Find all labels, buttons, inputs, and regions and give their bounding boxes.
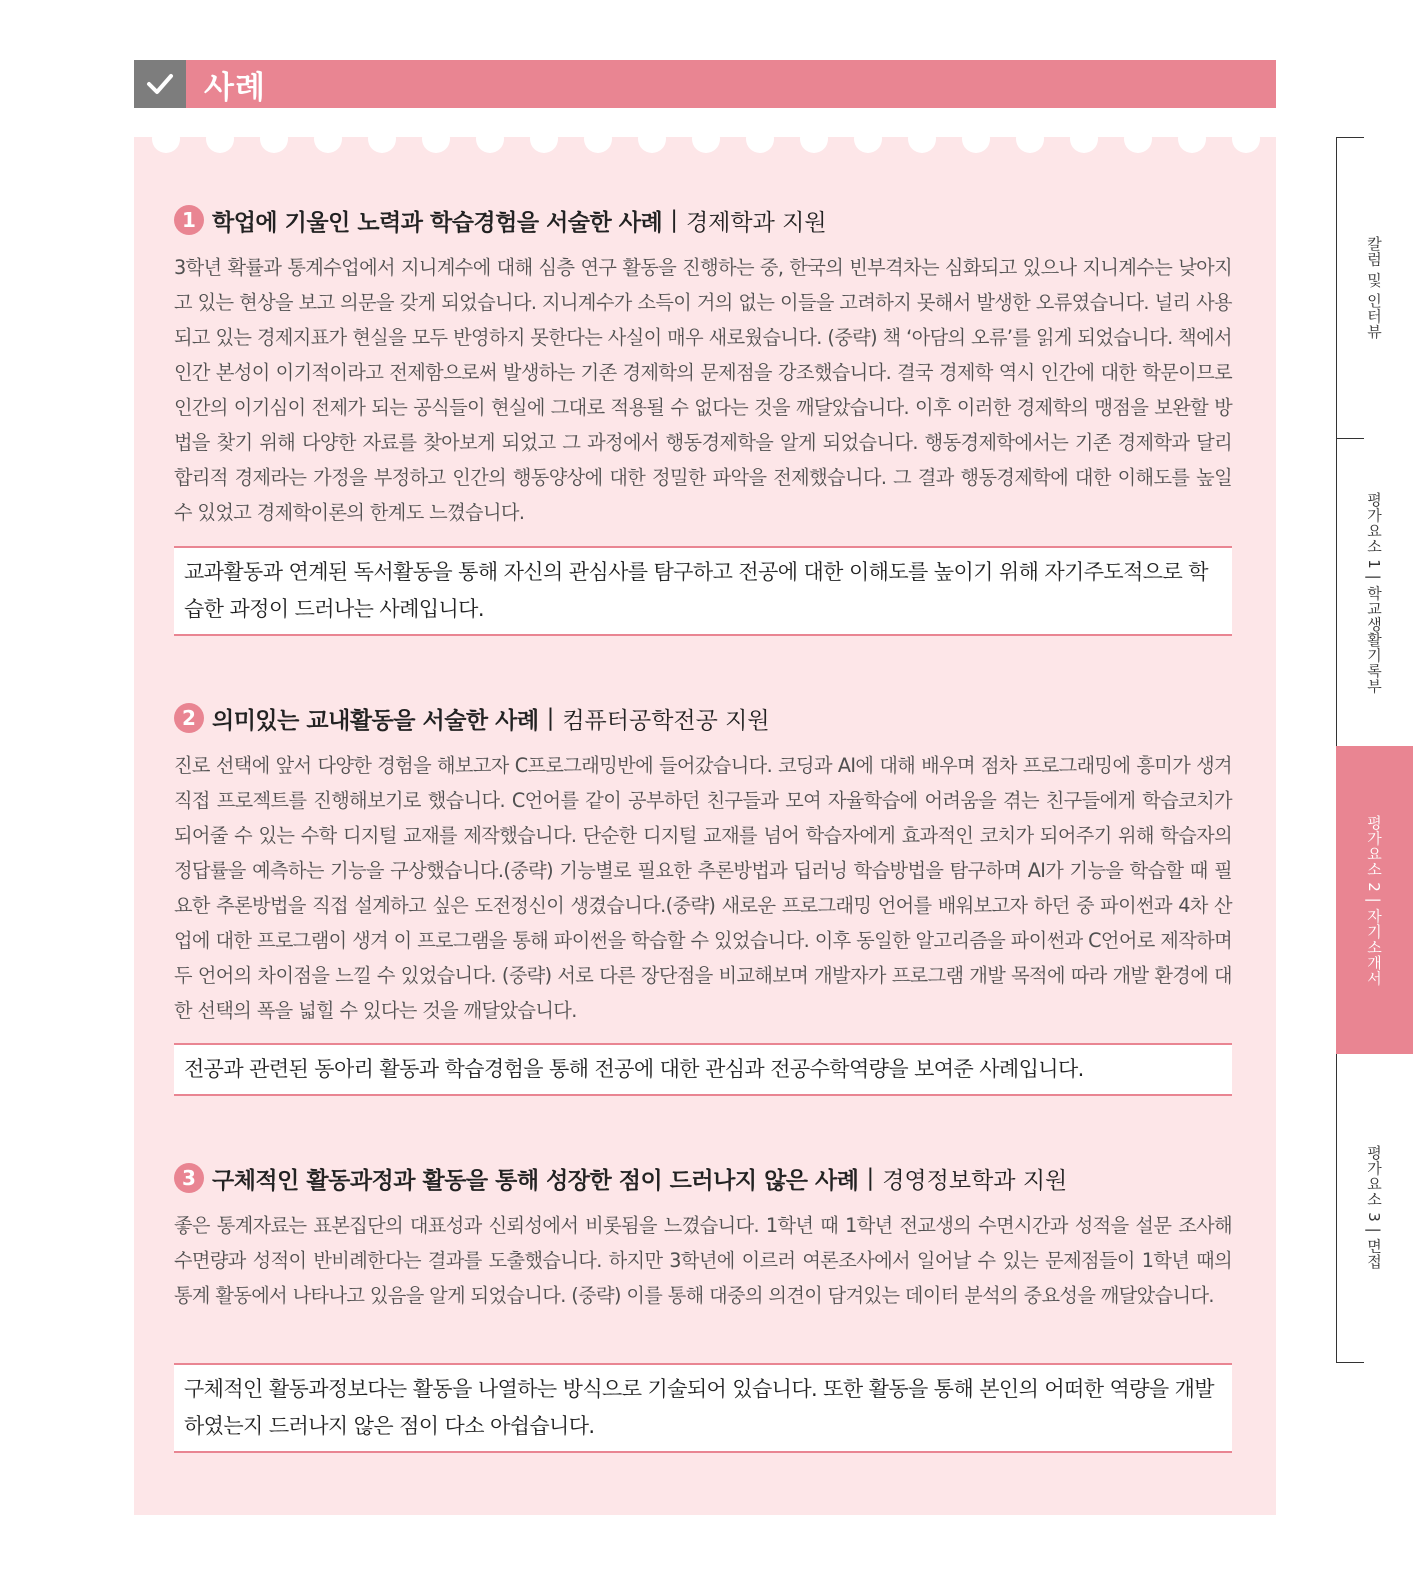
scallop-dot [1178,137,1206,153]
check-icon [145,71,175,97]
case-3-dept: 경영정보학과 지원 [882,1167,1068,1194]
scallop-dot [476,137,504,153]
scallop-dot [422,137,450,153]
case-1-dept: 경제학과 지원 [685,209,827,236]
case-2-heading [174,700,770,736]
scallop-dot [1070,137,1098,153]
case-3-title: 구체적인 활동과정과 활동을 통해 성장한 점이 드러나지 않은 사례 [212,1167,859,1194]
scallop-dot [314,137,342,153]
side-tab-label: 평가요소 3 | 면접 [1365,1144,1383,1270]
side-nav-tick [1336,438,1364,439]
case-2-separator: | [546,705,555,731]
scallop-dot [584,137,612,153]
check-box [134,60,186,108]
section-title: 사례 [204,69,266,106]
scallop-dot [746,137,774,153]
case-2-body: 진로 선택에 앞서 다양한 경험을 해보고자 C프로그래밍반에 들어갔습니다. 코딩과 AI에 대해 배우며 점차 프로그래밍에 흥미가 생겨 직접 프로젝트를 진행해보기로 했습니다. C언어를 같이 공부하던 친구들과 모여 자율학습에 어려움을 겪는 친구들에게 학습코치가 되어줄 수 있는 수학 디지털 교재를 제작했습니다. 단순한 디지털 교재를 넘어 학습자에게 효과적인 코치가 되어주기 위해 학습자의 정답률을 예측하는 기능을 구상했습니다.(중략) 기능별로 필요한 추론방법과 딥러닝 학습방법을 탐구하며 AI가 기능을 학습할 때 필요한 추론방법을 직접 설계하고 싶은 도전정신이 생겼습니다.(중략) 새로운 프로그래밍 언어를 배워보고자 하던 중 파이썬과 4차 산업에 대한 프로그램이 생겨 이 프로그램을 통해 파이썬을 학습할 수 있었습니다. 이후 동일한 알고리즘을 파이썬과 C언어로 제작하며 두 언어의 차이점을 느낄 수 있었습니다. (중략) 서로 다른 장단점을 비교해보며 개발자가 프로그램 개발 목적에 따라 개발 환경에 대한 선택의 폭을 넓힐 수 있다는 것을 깨달았습니다. [174,754,1232,1022]
side-tab-column-interview[interactable] [1336,140,1413,436]
case-1-number: 1 [174,205,204,235]
case-2-summary: 전공과 관련된 동아리 활동과 학습경험을 통해 전공에 대한 관심과 전공수학역량을 보여준 사례입니다. [174,1043,1232,1096]
side-tab-label: 칼럼 및 인터뷰 [1365,236,1383,340]
scallop-dot [368,137,396,153]
scallop-dot [1124,137,1152,153]
scallop-dot [638,137,666,153]
side-tab-school-record[interactable] [1336,440,1413,746]
case-1-title: 학업에 기울인 노력과 학습경험을 서술한 사례 [212,209,663,236]
case-3-heading [174,1160,1067,1196]
scallop-edge [134,137,1276,155]
case-1-summary: 교과활동과 연계된 독서활동을 통해 자신의 관심사를 탐구하고 전공에 대한 이해도를 높이기 위해 자기주도적으로 학습한 과정이 드러나는 사례입니다. [174,546,1232,636]
side-tab-interview[interactable] [1336,1054,1413,1360]
scallop-dot [692,137,720,153]
scallop-dot [530,137,558,153]
scallop-dot [1232,137,1260,153]
scallop-dot [908,137,936,153]
case-2-number: 2 [174,703,204,733]
case-1-separator: | [670,207,678,233]
section-header [134,60,1276,108]
scallop-dot [854,137,882,153]
case-1-body: 3학년 확률과 통계수업에서 지니계수에 대해 심층 연구 활동을 진행하는 중, 한국의 빈부격차는 심화되고 있으나 지니계수는 낮아지고 있는 현상을 보고 의문을 갖게 되었습니다. 지니계수가 소득이 거의 없는 이들을 고려하지 못해서 발생한 오류였습니다. 널리 사용되고 있는 경제지표가 현실을 모두 반영하지 못한다는 사실이 매우 새로웠습니다. (중략) 책 ‘아담의 오류’를 읽게 되었습니다. 책에서 인간 본성이 이기적이라고 전제함으로써 발생하는 기존 경제학의 문제점을 강조했습니다. 결국 경제학 역시 인간에 대한 학문이므로 인간의 이기심이 전제가 되는 공식들이 현실에 그대로 적용될 수 없다는 것을 깨달았습니다. 이후 이러한 경제학의 맹점을 보완할 방법을 찾기 위해 다양한 자료를 찾아보게 되었고 그 과정에서 행동경제학을 알게 되었습니다. 행동경제학에서는 기존 경제학과 달리 합리적 경제라는 가정을 부정하고 인간의 행동양상에 대한 정밀한 파악을 전제했습니다. 그 결과 행동경제학에 대한 이해도를 높일 수 있었고 경제학이론의 한계도 느꼈습니다. [174,256,1232,524]
side-nav-tick [1336,137,1364,138]
case-3-summary: 구체적인 활동과정보다는 활동을 나열하는 방식으로 기술되어 있습니다. 또한 활동을 통해 본인의 어떠한 역량을 개발하였는지 드러나지 않은 점이 다소 아쉽습니다. [174,1363,1232,1453]
content-panel [134,137,1276,1515]
scallop-dot [152,137,180,153]
side-tab-label: 평가요소 2 | 자기소개서 [1365,814,1383,986]
side-tab-self-introduction[interactable] [1336,746,1413,1054]
scallop-dot [962,137,990,153]
side-nav-tick [1336,1362,1364,1363]
scallop-dot [260,137,288,153]
scallop-dot [206,137,234,153]
case-2-dept: 컴퓨터공학전공 지원 [562,707,770,734]
scallop-dot [800,137,828,153]
case-1-heading [174,202,827,238]
scallop-dot [1016,137,1044,153]
case-3-separator: | [866,1165,875,1191]
side-tab-label: 평가요소 1 | 학교생활기록부 [1365,492,1383,694]
case-2-title: 의미있는 교내활동을 서술한 사례 [212,707,539,734]
case-3-body: 좋은 통계자료는 표본집단의 대표성과 신뢰성에서 비롯됨을 느꼈습니다. 1학년 때 1학년 전교생의 수면시간과 성적을 설문 조사해 수면량과 성적이 반비례한다는 결과를 도출했습니다. 하지만 3학년에 이르러 여론조사에서 일어날 수 있는 문제점들이 1학년 때의 통계 활동에서 나타나고 있음을 알게 되었습니다. (중략) 이를 통해 대중의 의견이 담겨있는 데이터 분석의 중요성을 깨달았습니다. [174,1214,1232,1307]
case-3-number: 3 [174,1163,204,1193]
